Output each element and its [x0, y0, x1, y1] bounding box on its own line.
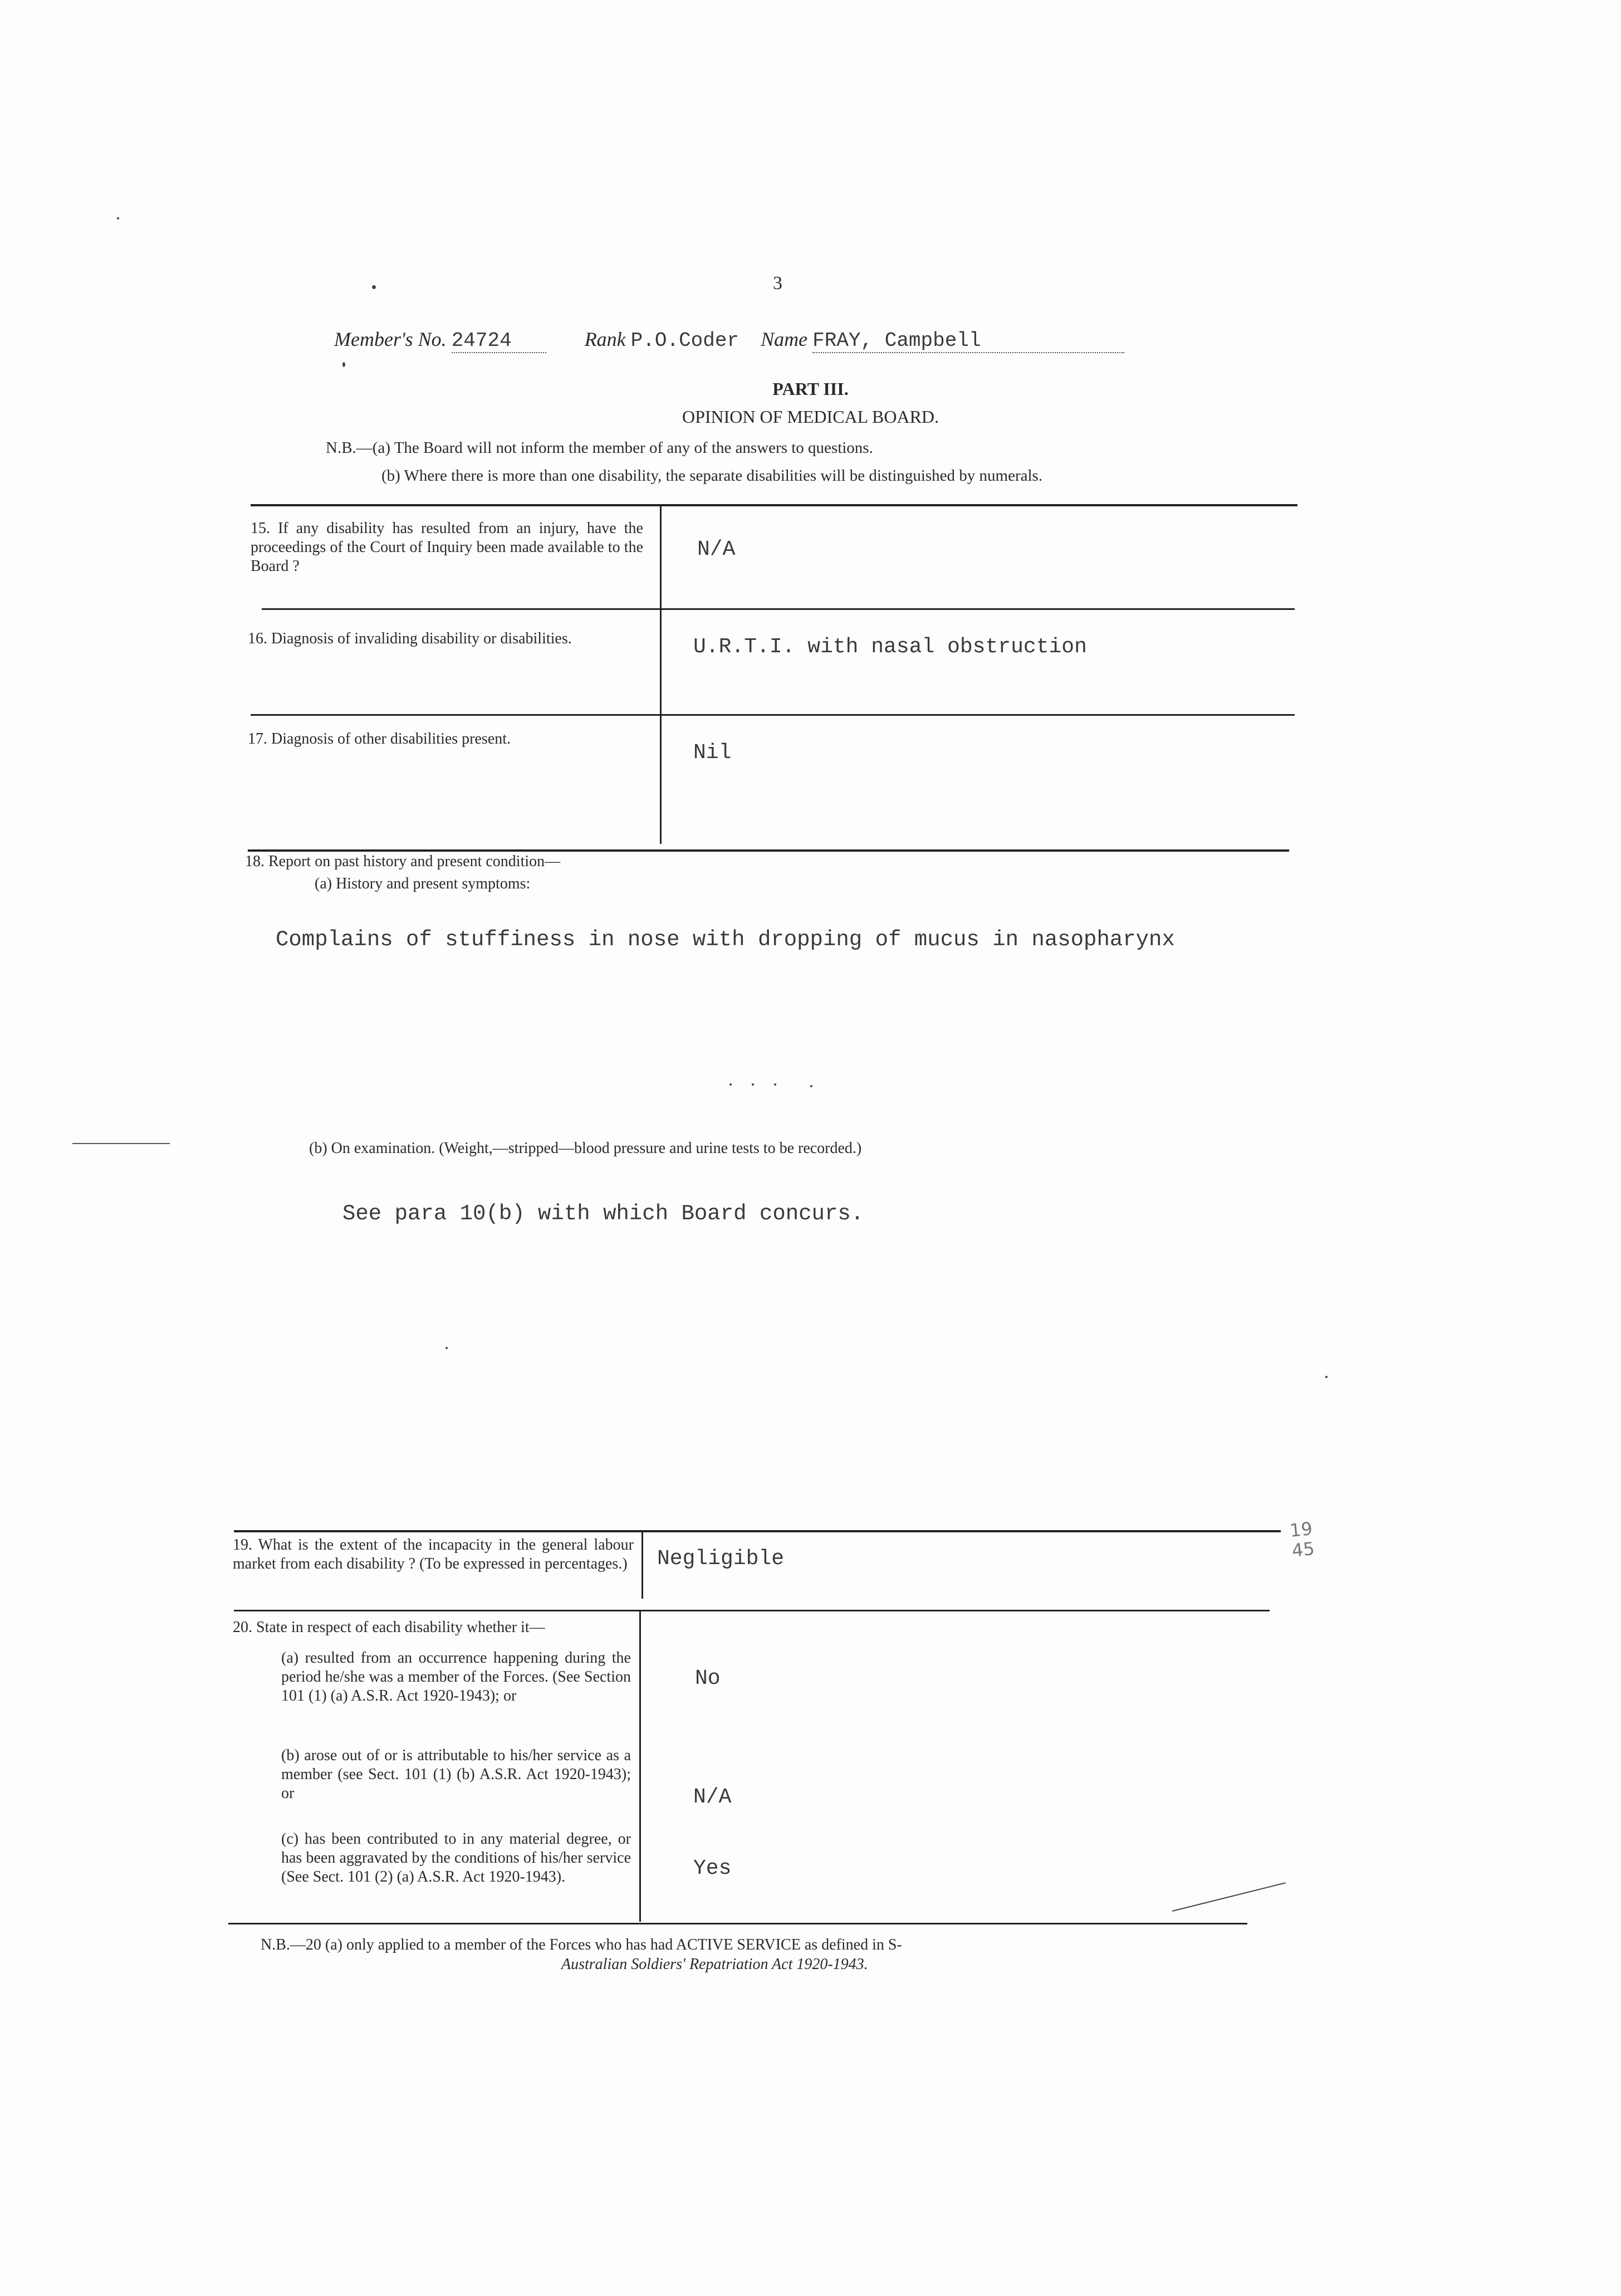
scan-speck	[342, 362, 345, 367]
row-rule	[251, 714, 1295, 716]
q18-a-answer: Complains of stuffiness in nose with dropping of mucus in nasopharynx	[276, 927, 1175, 952]
q20-b-text: (b) arose out of or is attributable to his/her service as a member (see Sect. 101 (1) (b) A.S.R. Act 1920-1943); or	[281, 1747, 631, 1802]
q17-text: 17. Diagnosis of other disabilities present.	[248, 730, 511, 748]
margin-note-line2: 45	[1291, 1537, 1316, 1561]
q20-c-text: (c) has been contributed to in any material degree, or has been aggravated by the conditions of his/her service (See Sect. 101 (2) (a) A.S.R. Act 1920-1943).	[281, 1830, 631, 1885]
q16-answer: U.R.T.I. with nasal obstruction	[693, 635, 1087, 659]
q17-answer: Nil	[693, 741, 732, 765]
footnote-line1: N.B.—20 (a) only applied to a member of the Forces who has had ACTIVE SERVICE as defined in S-	[261, 1936, 902, 1953]
q18-a-label: (a) History and present symptoms:	[315, 875, 531, 892]
q20-title: 20. State in respect of each disability whether it—	[233, 1619, 545, 1636]
table-top-rule	[251, 504, 1297, 506]
member-no-label: Member's No.	[334, 328, 447, 350]
scan-speck	[729, 1083, 732, 1086]
nb-b: (b) Where there is more than one disability, the separate disabilities will be distinguished by numerals.	[381, 467, 1043, 485]
q18-title: 18. Report on past history and present condition—	[245, 853, 561, 870]
rank-value: P.O.Coder	[630, 329, 740, 352]
q15-answer: N/A	[697, 538, 736, 561]
row-rule	[248, 849, 1289, 852]
pen-stroke	[1172, 1882, 1286, 1912]
q20-b-answer: N/A	[693, 1785, 732, 1809]
page-number: 3	[773, 273, 782, 294]
q20-a-text: (a) resulted from an occurrence happening during the period he/she was a member of the Forces. (See Section 101 (1) (a) A.S.R. Act 1920-1943); or	[281, 1649, 631, 1704]
scan-speck	[372, 285, 376, 289]
name-label: Name	[761, 328, 808, 350]
member-header	[334, 328, 1124, 353]
scan-speck	[810, 1085, 812, 1087]
scan-speck	[752, 1083, 754, 1086]
q18-b-answer: See para 10(b) with which Board concurs.	[342, 1201, 864, 1226]
column-divider	[660, 504, 662, 844]
q19-text: 19. What is the extent of the incapacity in the general labour market from each disability ? (To be expressed in percentages.)	[233, 1536, 634, 1572]
name-value: FRAY, Campbell	[812, 329, 1124, 353]
part-subtitle: OPINION OF MEDICAL BOARD.	[682, 407, 939, 427]
row-rule	[262, 608, 1295, 610]
column-divider-3	[639, 1610, 641, 1922]
footnote-line2: Australian Soldiers' Repatriation Act 1920-1943.	[561, 1956, 868, 1973]
column-divider-2	[641, 1530, 643, 1599]
margin-note	[1289, 1518, 1315, 1561]
q16-text: 16. Diagnosis of invaliding disability or disabilities.	[248, 630, 572, 647]
row-rule	[234, 1610, 1270, 1611]
table2-bottom-rule	[228, 1923, 1247, 1924]
scan-speck	[774, 1083, 776, 1086]
rank-label: Rank	[584, 328, 626, 350]
q20-c-answer: Yes	[693, 1857, 732, 1880]
part-title: PART III.	[772, 379, 849, 399]
scan-speck	[117, 217, 119, 219]
member-no-value: 24724	[452, 329, 546, 353]
scan-speck	[445, 1347, 448, 1349]
q19-answer: Negligible	[657, 1547, 785, 1571]
q15-text: 15. If any disability has resulted from an injury, have the proceedings of the Court of Inquiry been made available to the Board ?	[251, 520, 643, 575]
nb-a: N.B.—(a) The Board will not inform the member of any of the answers to questions.	[326, 439, 873, 457]
margin-note-line1: 19	[1289, 1518, 1314, 1542]
margin-mark	[72, 1143, 170, 1144]
q20-a-answer: No	[695, 1667, 721, 1691]
table2-top-rule	[234, 1530, 1281, 1532]
q18-b-label: (b) On examination. (Weight,—stripped—blood pressure and urine tests to be recorded.)	[309, 1140, 862, 1157]
scan-speck	[1325, 1376, 1328, 1378]
